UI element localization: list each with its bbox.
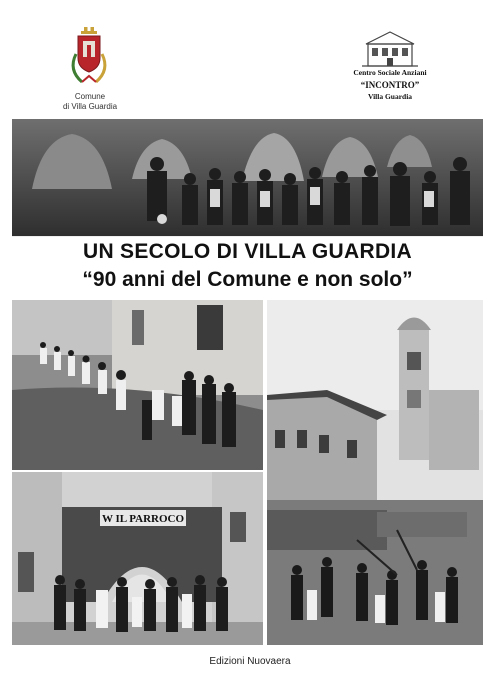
photo-bells-group bbox=[12, 119, 483, 237]
comune-label bbox=[50, 92, 130, 112]
publisher-name: Edizioni Nuovaera bbox=[209, 656, 291, 667]
arch-sign-text: W IL PARROCO bbox=[101, 513, 185, 525]
book-subtitle: “90 anni del Comune e non solo” bbox=[82, 268, 413, 291]
center-line1: Centro Sociale Anziani bbox=[353, 68, 427, 77]
building-logo-icon bbox=[358, 30, 422, 68]
center-line2: “INCONTRO” bbox=[360, 80, 420, 90]
comune-crest-icon bbox=[66, 24, 112, 94]
comune-label-line1: Comune bbox=[74, 92, 106, 101]
comune-label-line2: di Villa Guardia bbox=[62, 102, 118, 111]
title-band bbox=[12, 236, 483, 300]
book-title: UN SECOLO DI VILLA GUARDIA bbox=[82, 240, 413, 263]
center-line3: Villa Guardia bbox=[367, 92, 413, 101]
photo-procession bbox=[12, 300, 263, 470]
photo-church-square bbox=[267, 300, 483, 645]
center-name bbox=[340, 68, 440, 102]
photo-parroco-arch bbox=[12, 472, 263, 645]
